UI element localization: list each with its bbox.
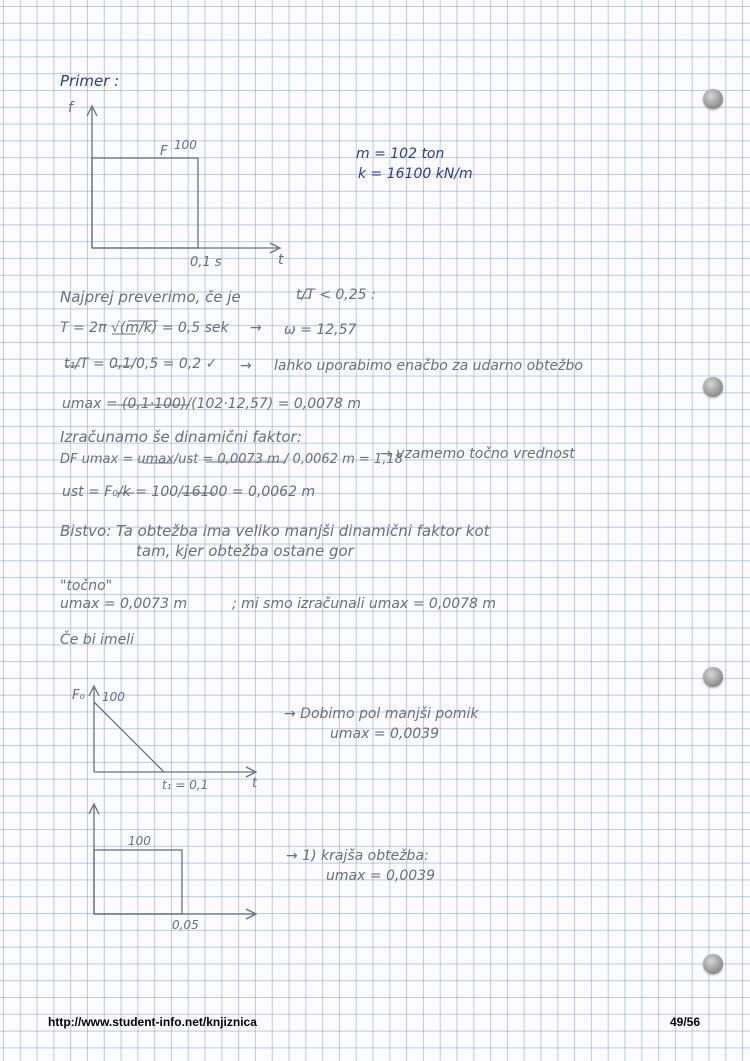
footer-url[interactable]: http://www.student-info.net/knjiznica [48, 1015, 257, 1029]
tocno-compare: ; mi smo izračunali umax = 0,0078 m [232, 596, 496, 612]
diagram1-force-label: F [160, 144, 168, 159]
given-stiffness: k = 16100 kN/m [358, 166, 473, 182]
check-heading: Najprej preverimo, če je [60, 288, 241, 306]
diagram1-y-label: f [68, 100, 73, 116]
ratio-arrow: → [240, 358, 252, 374]
diagram1-duration: 0,1 s [190, 255, 222, 270]
footer-page-number: 49/56 [670, 1015, 701, 1029]
check-condition: t/T < 0,25 : [296, 287, 376, 303]
diagram1-x-label: t [278, 252, 284, 268]
bistvo-line2: tam, kjer obtežba ostane gor [136, 542, 354, 560]
ce-bi-imeli: Če bi imeli [60, 632, 134, 648]
diagram3-force-value: 100 [128, 834, 151, 848]
dynamic-comment: → vzamemo točno vrednost [380, 446, 575, 462]
ratio-formula: t₁/T = 0,1/0,5 = 0,2 ✓ [64, 356, 218, 372]
static-formula: ust = F₀/k = 100/16100 = 0,0062 m [62, 484, 316, 500]
bistvo-line1: Bistvo: Ta obtežba ima veliko manjši dinamični faktor kot [60, 522, 490, 540]
diagram1-force-value: 100 [174, 138, 197, 152]
ratio-comment: lahko uporabimo enačbo za udarno obtežbo [274, 358, 583, 374]
diagram3-note2: umax = 0,0039 [326, 868, 435, 884]
diagram3-load-block [94, 850, 182, 914]
dynamic-heading: Izračunamo še dinamični faktor: [60, 428, 302, 446]
diagram2-triangle-load [94, 702, 164, 772]
diagram2-x-label: t [252, 776, 258, 791]
diagram2-force-value: 100 [102, 690, 125, 704]
dynamic-formula: DF umax = umax/ust = 0,0073 m / 0,0062 m = 1,18 [60, 452, 403, 467]
diagram3-duration: 0,05 [172, 918, 199, 932]
diagram3-note1: → 1) krajša obtežba: [286, 848, 429, 864]
diagram2-note1: → Dobimo pol manjši pomik [284, 706, 479, 722]
omega-value: ω = 12,57 [284, 322, 357, 338]
tocno-value: umax = 0,0073 m [60, 596, 188, 612]
diagram2-note2: umax = 0,0039 [330, 726, 439, 742]
given-mass: m = 102 ton [356, 146, 445, 162]
umax-formula: umax = (0,1·100)/(102·12,57) = 0,0078 m [62, 396, 361, 412]
tocno-label: "točno" [60, 578, 113, 594]
diagram1-load-block [92, 158, 198, 248]
page-title: Primer : [60, 72, 120, 90]
diagram2-y-label: F₀ [72, 688, 85, 703]
diagram2-duration: t₁ = 0,1 [162, 778, 209, 792]
period-arrow: → [250, 320, 262, 336]
period-formula: T = 2π √(m/k) = 0,5 sek [60, 320, 229, 336]
